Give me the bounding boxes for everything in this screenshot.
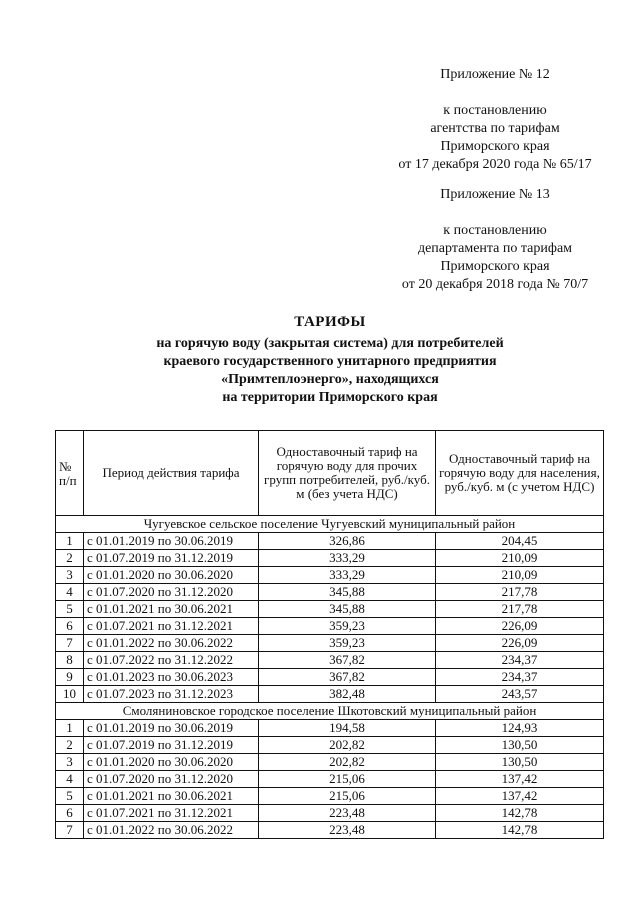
document-title-line: «Примтеплоэнерго», находящихся [221,372,439,387]
row-period: с 01.01.2020 по 30.06.2020 [84,567,259,584]
table-row [56,567,604,584]
table-row [56,686,604,703]
row-period: с 01.01.2021 по 30.06.2021 [84,601,259,618]
row-tariff-population: 217,78 [436,584,604,601]
row-period: с 01.01.2023 по 30.06.2023 [84,669,259,686]
row-number: 3 [56,754,84,771]
row-period: с 01.07.2020 по 31.12.2020 [84,771,259,788]
row-tariff-population: 137,42 [436,771,604,788]
row-tariff-other: 194,58 [259,720,436,737]
table-row [56,601,604,618]
document-title-line: на горячую воду (закрытая система) для потребителей [156,336,504,351]
header-tariff-population: Одноставочный тариф на горячую воду для населения, руб./куб. м (с учетом НДС) [436,431,604,516]
table-row [56,618,604,635]
row-tariff-population: 142,78 [436,805,604,822]
appendix-13-block [360,186,630,294]
document-title-line: краевого государственного унитарного предприятия [163,354,497,369]
row-tariff-population: 226,09 [436,635,604,652]
tariff-table [55,430,604,839]
appendix-13-line: Приморского края [440,259,550,274]
row-tariff-population: 204,45 [436,533,604,550]
row-tariff-other: 326,86 [259,533,436,550]
document-title-main: ТАРИФЫ [294,314,366,330]
row-tariff-population: 217,78 [436,601,604,618]
row-number: 6 [56,805,84,822]
row-tariff-other: 359,23 [259,618,436,635]
table-row [56,550,604,567]
table-row [56,754,604,771]
section-name: Смоляниновское городское поселение Шкотовский муниципальный район [56,703,604,720]
row-tariff-population: 130,50 [436,737,604,754]
row-period: с 01.01.2022 по 30.06.2022 [84,822,259,839]
row-tariff-other: 367,82 [259,669,436,686]
row-period: с 01.01.2019 по 30.06.2019 [84,533,259,550]
row-period: с 01.07.2023 по 31.12.2023 [84,686,259,703]
header-number-label: п/п [59,473,77,488]
appendix-13-line: к постановлению [443,223,547,238]
table-row [56,720,604,737]
header-tariff-other: Одноставочный тариф на горячую воду для прочих групп потребителей, руб./куб. м (без учета НДС) [259,431,436,516]
document-title [40,313,620,407]
appendix-12-line: Приморского края [440,139,550,154]
row-tariff-other: 333,29 [259,550,436,567]
row-tariff-population: 234,37 [436,652,604,669]
table-header-row [56,431,604,516]
row-tariff-other: 367,82 [259,652,436,669]
row-tariff-other: 345,88 [259,584,436,601]
row-tariff-other: 333,29 [259,567,436,584]
appendix-13-line: департамента по тарифам [417,241,573,256]
row-number: 7 [56,635,84,652]
row-number: 4 [56,771,84,788]
table-row [56,533,604,550]
row-tariff-population: 243,57 [436,686,604,703]
row-tariff-population: 234,37 [436,669,604,686]
row-period: с 01.01.2020 по 30.06.2020 [84,754,259,771]
appendix-13-line: от 20 декабря 2018 года № 70/7 [401,277,589,292]
row-number: 2 [56,737,84,754]
row-tariff-population: 124,93 [436,720,604,737]
row-period: с 01.07.2021 по 31.12.2021 [84,805,259,822]
appendix-13-title: Приложение № 13 [440,187,550,202]
row-tariff-other: 202,82 [259,754,436,771]
row-period: с 01.07.2020 по 31.12.2020 [84,584,259,601]
header-period: Период действия тарифа [84,431,259,516]
appendix-12-block [360,66,630,174]
row-tariff-population: 210,09 [436,550,604,567]
row-period: с 01.01.2022 по 30.06.2022 [84,635,259,652]
row-tariff-other: 215,06 [259,788,436,805]
row-period: с 01.07.2019 по 31.12.2019 [84,550,259,567]
row-tariff-other: 382,48 [259,686,436,703]
appendix-12-line: агентства по тарифам [430,121,560,136]
table-row [56,652,604,669]
section-row [56,703,604,720]
row-number: 1 [56,533,84,550]
row-number: 4 [56,584,84,601]
appendix-12-title: Приложение № 12 [440,67,550,82]
row-tariff-population: 142,78 [436,822,604,839]
row-tariff-other: 215,06 [259,771,436,788]
table-row [56,635,604,652]
appendix-12-line: к постановлению [443,103,547,118]
section-name: Чугуевское сельское поселение Чугуевский муниципальный район [56,516,604,533]
row-tariff-population: 226,09 [436,618,604,635]
row-number: 3 [56,567,84,584]
section-row [56,516,604,533]
table-row [56,788,604,805]
row-number: 5 [56,788,84,805]
row-period: с 01.01.2019 по 30.06.2019 [84,720,259,737]
document-title-line: на территории Приморского края [222,390,438,405]
table-row [56,737,604,754]
row-number: 6 [56,618,84,635]
row-period: с 01.07.2021 по 31.12.2021 [84,618,259,635]
header-number-symbol: № [59,459,72,474]
row-number: 10 [56,686,84,703]
table-row [56,805,604,822]
table-row [56,822,604,839]
row-number: 2 [56,550,84,567]
row-number: 1 [56,720,84,737]
table-body [56,516,604,839]
table-row [56,771,604,788]
table-row [56,584,604,601]
row-period: с 01.07.2019 по 31.12.2019 [84,737,259,754]
row-tariff-other: 202,82 [259,737,436,754]
appendix-12-line: от 17 декабря 2020 года № 65/17 [398,157,592,172]
row-number: 5 [56,601,84,618]
row-period: с 01.01.2021 по 30.06.2021 [84,788,259,805]
row-tariff-other: 223,48 [259,822,436,839]
row-tariff-other: 223,48 [259,805,436,822]
row-number: 8 [56,652,84,669]
row-number: 9 [56,669,84,686]
row-tariff-population: 130,50 [436,754,604,771]
row-period: с 01.07.2022 по 31.12.2022 [84,652,259,669]
row-tariff-population: 210,09 [436,567,604,584]
header-number [56,431,84,516]
row-tariff-other: 359,23 [259,635,436,652]
row-tariff-other: 345,88 [259,601,436,618]
row-number: 7 [56,822,84,839]
table-row [56,669,604,686]
row-tariff-population: 137,42 [436,788,604,805]
